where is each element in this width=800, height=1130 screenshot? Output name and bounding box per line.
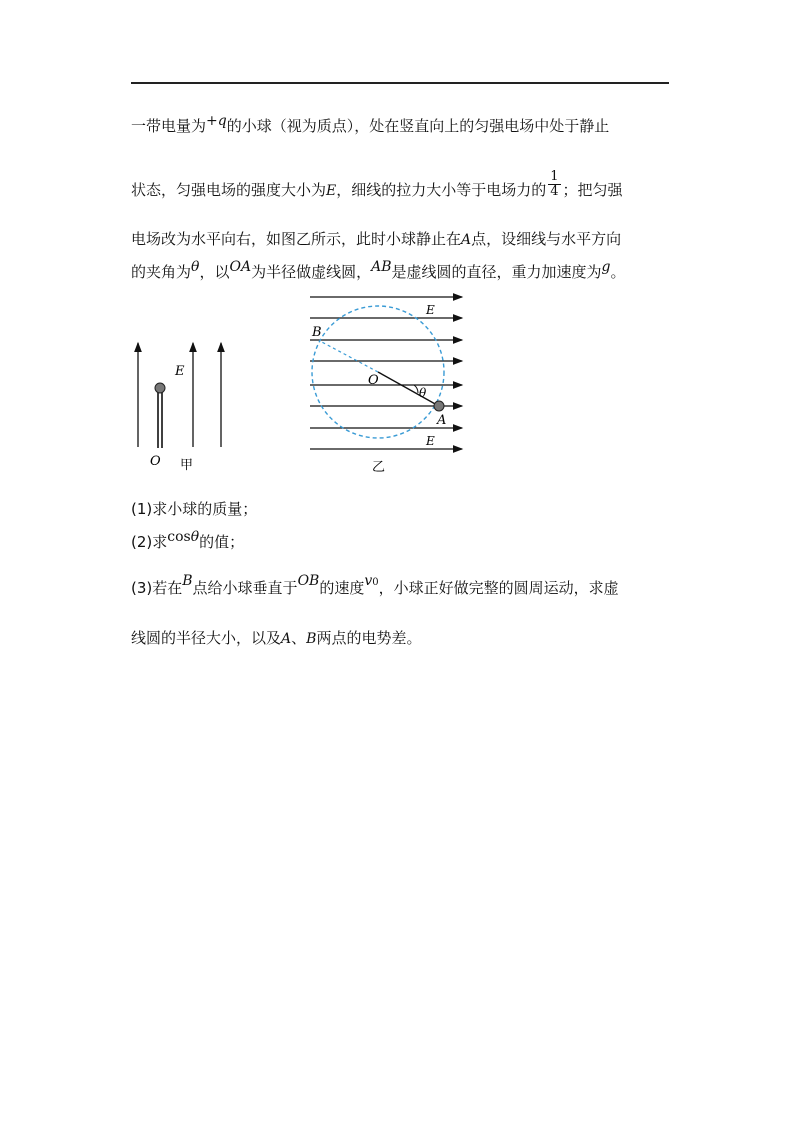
figures [0, 285, 800, 485]
text: 线圆的半径大小，以及 [131, 629, 282, 647]
point-label-O: O [368, 373, 379, 388]
text: ，以 [199, 263, 230, 281]
figure-yi [310, 297, 462, 475]
fraction-denominator: 4 [550, 184, 559, 199]
text: 、 [291, 629, 307, 647]
text: 的速度 [319, 579, 365, 597]
text: ；把匀强 [562, 181, 623, 199]
question-1 [131, 499, 691, 519]
text: 为半径做虚线圆， [251, 263, 372, 281]
figure-caption: 乙 [372, 460, 386, 475]
problem-line-1 [131, 113, 691, 137]
ball [434, 401, 444, 411]
fraction [548, 170, 560, 199]
charge-symbol: +q [206, 113, 227, 129]
header-rule [131, 82, 669, 84]
text: 的夹角为 [131, 263, 192, 281]
text: 电场改为水平向右，如图乙所示，此时小球静止在 [131, 230, 462, 248]
question-2 [131, 529, 691, 553]
pivot-label: O [150, 454, 161, 469]
text: 点，设细线与水平方向 [471, 230, 622, 248]
text: 两点的电势差。 [316, 629, 422, 647]
point-label-B: B [312, 325, 322, 340]
ball [155, 383, 165, 393]
gravity-symbol: g [601, 259, 611, 275]
point-symbol: A [461, 232, 472, 248]
segment-symbol: OA [229, 259, 252, 275]
angle-label: θ [419, 386, 427, 400]
text: (3)若在 [131, 579, 183, 597]
text: 状态，匀强电场的强度大小为 [131, 181, 327, 199]
fraction-numerator: 1 [550, 169, 559, 184]
point-symbol: B [306, 631, 317, 647]
radius-OB [320, 341, 378, 372]
field-symbol: E [326, 183, 337, 199]
point-label-A: A [437, 413, 447, 428]
text: 的小球（视为质点），处在竖直向上的匀强电场中处于静止 [226, 117, 610, 135]
field-label: E [426, 303, 435, 317]
figure-caption: 甲 [180, 458, 194, 473]
field-label: E [175, 364, 185, 379]
text: 是虚线圆的直径，重力加速度为 [391, 263, 602, 281]
text: 点给小球垂直于 [192, 579, 298, 597]
text: (1)求小球的质量； [131, 500, 258, 518]
figure-jia [138, 343, 221, 473]
cos-symbol: cos [167, 529, 191, 545]
theta-symbol: θ [191, 259, 200, 275]
text: 的值； [199, 533, 245, 551]
field-label: E [426, 434, 435, 448]
question-3-line-1 [131, 573, 691, 601]
problem-line-2 [131, 169, 691, 205]
segment-symbol: AB [371, 259, 392, 275]
text: 。 [610, 263, 626, 281]
problem-line-3 [131, 229, 691, 250]
text: (2)求 [131, 533, 168, 551]
velocity-subscript: 0 [372, 577, 379, 588]
segment-symbol: OB [297, 573, 320, 589]
text: ，细线的拉力大小等于电场力的 [336, 181, 547, 199]
text: ，小球正好做完整的圆周运动，求虚 [378, 579, 619, 597]
velocity-symbol: v [364, 573, 373, 589]
point-symbol: A [281, 631, 292, 647]
text: 一带电量为 [131, 117, 207, 135]
point-symbol: B [182, 573, 193, 589]
problem-line-4 [131, 259, 691, 283]
question-3-line-2 [131, 628, 691, 649]
theta-symbol: θ [190, 529, 200, 545]
string-OA [378, 372, 437, 405]
